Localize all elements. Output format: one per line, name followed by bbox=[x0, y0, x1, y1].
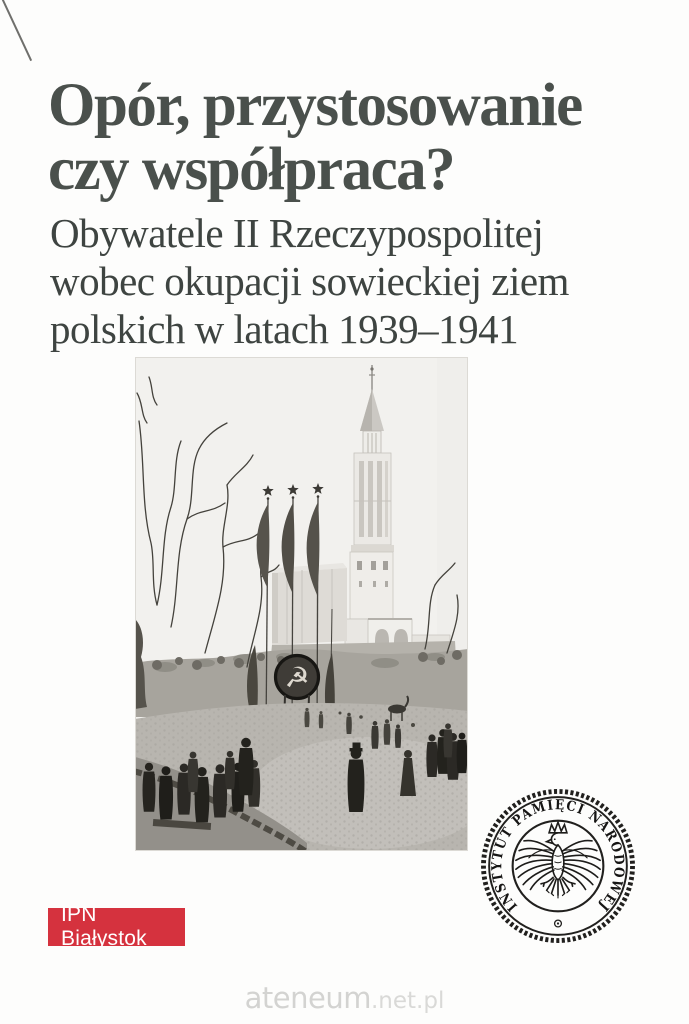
publisher-badge-label: IPN Białystok bbox=[61, 903, 147, 950]
book-title-line2: czy współpraca? bbox=[48, 136, 455, 203]
book-title-line1: Opór, przystosowanie bbox=[48, 72, 582, 139]
polish-eagle-icon bbox=[516, 822, 600, 898]
book-subtitle-line1: Obywatele II Rzeczypospolitej bbox=[50, 210, 544, 256]
seal-ring-text: INSTYTUT PAMIĘCI NARODOWEJ bbox=[489, 797, 628, 916]
seal-serrated-edge bbox=[483, 791, 632, 940]
book-subtitle-line3: polskich w latach 1939–1941 bbox=[50, 306, 519, 352]
ipn-seal-stamp bbox=[477, 785, 639, 947]
watermark-site-name: ateneum bbox=[244, 981, 371, 1015]
seal-bottom-ornament-dot bbox=[557, 922, 559, 924]
watermark bbox=[0, 981, 689, 1015]
church-photo-illustration bbox=[135, 357, 468, 851]
publisher-badge bbox=[48, 903, 185, 950]
ipn-seal bbox=[477, 785, 639, 947]
book-subtitle-line2: wobec okupacji sowieckiej ziem bbox=[50, 258, 569, 304]
cover-photo bbox=[135, 357, 468, 851]
scan-artifact-line bbox=[0, 0, 32, 61]
watermark-domain: .net.pl bbox=[370, 988, 445, 1014]
hammer-and-sickle-icon: ☭ bbox=[284, 661, 310, 694]
book-subtitle bbox=[50, 209, 569, 353]
book-title bbox=[48, 74, 582, 202]
